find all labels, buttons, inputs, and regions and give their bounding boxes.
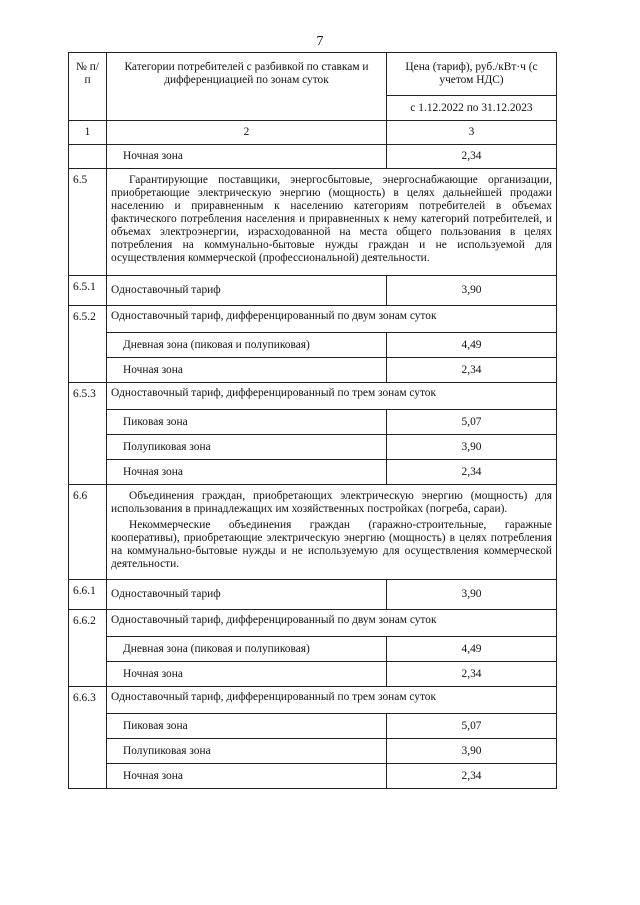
category-cell: Ночная зона (107, 460, 387, 485)
section-description (107, 485, 557, 580)
num-cell (69, 145, 107, 169)
section-paragraph: Объединения граждан, приобретающих электрическую энергию (мощность) для использования в принадлежащих им хозяйственных постройках (погреба, сараи). (111, 490, 552, 515)
price-cell: 5,07 (387, 410, 557, 435)
table-index-row (69, 121, 557, 145)
table-row (69, 739, 557, 764)
table-row (69, 714, 557, 739)
price-cell: 3,90 (387, 435, 557, 460)
header-period: с 1.12.2022 по 31.12.2023 (387, 96, 557, 121)
section-title: Одноставочный тариф, дифференцированный по двум зонам суток (107, 610, 557, 637)
price-cell: 3,90 (387, 580, 557, 610)
section-title: Одноставочный тариф, дифференцированный по трем зонам суток (107, 687, 557, 714)
table-row (69, 460, 557, 485)
category-cell: Одноставочный тариф (107, 276, 387, 306)
table-row (69, 306, 557, 333)
section-description: Гарантирующие поставщики, энергосбытовые, энергоснабжающие организации, приобретающие электрическую энергию (мощность) в целях дальнейшей продажи населению и приравненным к населению категориям потребителей в объемах фактического потребления населения и приравненных к нему категорий потребителей, и объемах электроэнергии, израсходованной на места общего пользования в целях потребления на коммунально-бытовые нужды граждан и не используемой для осуществления коммерческой (профессиональной) деятельности. (107, 169, 557, 276)
section-title: Одноставочный тариф, дифференцированный по трем зонам суток (107, 383, 557, 410)
category-cell: Ночная зона (107, 764, 387, 789)
header-price: Цена (тариф), руб./кВт·ч (с учетом НДС) (387, 53, 557, 96)
price-cell: 2,34 (387, 764, 557, 789)
num-cell: 6.5.3 (69, 383, 107, 485)
tariff-table (68, 52, 557, 789)
table-row (69, 610, 557, 637)
table-row (69, 410, 557, 435)
category-cell: Пиковая зона (107, 714, 387, 739)
category-cell: Дневная зона (пиковая и полупиковая) (107, 333, 387, 358)
table-row (69, 383, 557, 410)
table-row (69, 145, 557, 169)
category-cell: Полупиковая зона (107, 435, 387, 460)
num-cell: 6.6 (69, 485, 107, 580)
price-cell: 4,49 (387, 637, 557, 662)
table-row (69, 580, 557, 610)
price-cell: 5,07 (387, 714, 557, 739)
category-cell: Одноставочный тариф (107, 580, 387, 610)
price-cell: 2,34 (387, 145, 557, 169)
table-row (69, 333, 557, 358)
table-row (69, 485, 557, 580)
table-row (69, 358, 557, 383)
header-category: Категории потребителей с разбивкой по ставкам и дифференциацией по зонам суток (107, 53, 387, 121)
num-cell: 6.5.2 (69, 306, 107, 383)
category-cell: Ночная зона (107, 662, 387, 687)
page-number: 7 (316, 34, 324, 49)
category-cell: Полупиковая зона (107, 739, 387, 764)
price-cell: 2,34 (387, 358, 557, 383)
section-title: Одноставочный тариф, дифференцированный по двум зонам суток (107, 306, 557, 333)
table-row (69, 764, 557, 789)
num-cell: 6.5 (69, 169, 107, 276)
index-cell: 3 (387, 121, 557, 145)
num-cell: 6.5.1 (69, 276, 107, 306)
table-row (69, 435, 557, 460)
table-row (69, 637, 557, 662)
price-cell: 3,90 (387, 276, 557, 306)
price-cell: 4,49 (387, 333, 557, 358)
price-cell: 2,34 (387, 460, 557, 485)
table-row (69, 662, 557, 687)
category-cell: Ночная зона (107, 145, 387, 169)
table-row (69, 687, 557, 714)
index-cell: 2 (107, 121, 387, 145)
category-cell: Дневная зона (пиковая и полупиковая) (107, 637, 387, 662)
table-row (69, 169, 557, 276)
category-cell: Пиковая зона (107, 410, 387, 435)
price-cell: 3,90 (387, 739, 557, 764)
table-header-row (69, 53, 557, 96)
num-cell: 6.6.2 (69, 610, 107, 687)
num-cell: 6.6.1 (69, 580, 107, 610)
table-row (69, 276, 557, 306)
num-cell: 6.6.3 (69, 687, 107, 789)
header-num: № п/п (69, 53, 107, 121)
index-cell: 1 (69, 121, 107, 145)
category-cell: Ночная зона (107, 358, 387, 383)
section-paragraph: Некоммерческие объединения граждан (гаражно-строительные, гаражные кооперативы), приобретающие электрическую энергию (мощность) в целях потребления на коммунально-бытовые нужды и не используемую для осуществления коммерческой деятельности. (111, 519, 552, 570)
price-cell: 2,34 (387, 662, 557, 687)
